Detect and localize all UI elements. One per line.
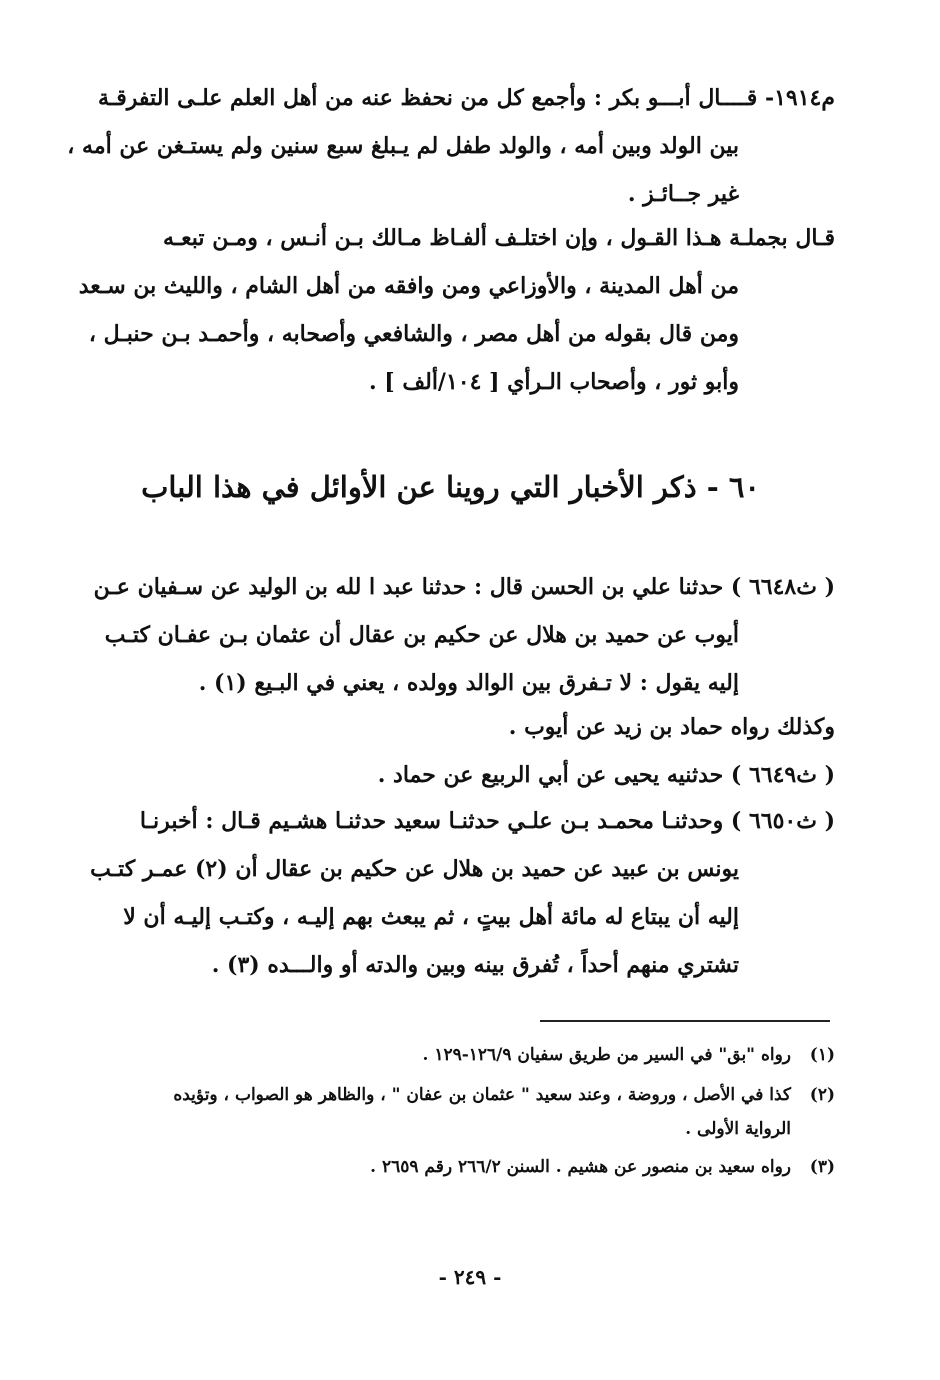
footnote-2-continuation <box>135 1112 835 1146</box>
text-line: تشتري منهم أحداً ، تُفرق بينه وبين والدته أو والـــده (٣) . <box>211 952 739 978</box>
hadith-6650 <box>90 797 835 989</box>
text-line: أيوب عن حميد بن هلال عن حكيم بن عقال أن عثمان بـن عفـان كتـب <box>104 622 739 648</box>
footnote-1 <box>135 1038 835 1072</box>
text-line: غير جــائـز . <box>627 181 739 207</box>
text-line: ( ث٦٦٤٨ ) حدثنا علي بن الحسن قال : حدثنا عبد ا لله بن الوليد عن سـفيان عـن <box>93 574 835 600</box>
text-line: إليه يقول : لا تـفرق بين الوالد وولده ، يعني في البـيع (١) . <box>198 670 739 696</box>
text-line: م١٩١٤- قــــال أبـــو بكر : وأجمع كل من نحفظ عنه من أهل العلم علـى التفرقـة <box>98 85 835 111</box>
text-line: إليه أن يبتاع له مائة أهل بيتٍ ، ثم يبعث بهم إليـه ، وكتـب إليـه أن لا <box>123 904 739 930</box>
footnote-text: كذا في الأصل ، وروضة ، وعند سعيد " عثمان بن عفان " ، والظاهر هو الصواب ، وتؤيده <box>173 1085 791 1105</box>
text-line: ( ث٦٦٤٩ ) حدثنيه يحيى عن أبي الربيع عن حماد . <box>377 762 835 788</box>
text-line: من أهل المدينة ، والأوزاعي ومن وافقه من أهل الشام ، والليث بن سـعد <box>78 273 739 299</box>
text-line: ( ث٦٦٥٠ ) وحدثنـا محمـد بـن علـي حدثنـا سعيد حدثنـا هشـيم قـال : أخبرنـا <box>139 808 835 834</box>
footnote-separator <box>540 1020 830 1022</box>
paragraph-followup <box>78 214 835 406</box>
footnote-number: (٢) <box>809 1085 835 1105</box>
hammad-line <box>135 703 835 751</box>
footnote-2 <box>135 1078 835 1112</box>
text-line: بين الولد وبين أمه ، والولد طفل لم يـبلغ سبع سنين ولم يستـغن عن أمه ، <box>67 133 739 159</box>
hadith-6648 <box>93 563 835 707</box>
footnote-text: رواه "بق" في السير من طريق سفيان ١٢٦/٩-١٢٩ . <box>422 1045 791 1065</box>
text-line: ومن قال بقوله من أهل مصر ، والشافعي وأصحابه ، وأحمـد بـن حنبـل ، <box>88 321 739 347</box>
footnote-text: رواه سعيد بن منصور عن هشيم . السنن ٢٦٦/٢ رقم ٢٦٥٩ . <box>370 1157 791 1177</box>
text-line: يونس بن عبيد عن حميد بن هلال عن حكيم بن عقال أن (٢) عمـر كتـب <box>90 856 739 882</box>
paragraph-1914 <box>67 74 835 218</box>
footnotes <box>135 1038 835 1184</box>
page-number: - ٢٤٩ - <box>438 1265 502 1289</box>
footnote-number: (١) <box>809 1045 835 1065</box>
footnote-3 <box>135 1150 835 1184</box>
section-heading: ٦٠ - ذكر الأخبار التي روينا عن الأوائل في هذا الباب <box>141 470 760 504</box>
footnote-number: (٣) <box>809 1157 835 1177</box>
text-line: وأبو ثور ، وأصحاب الـرأي [ ١٠٤/ألف ] . <box>368 369 739 395</box>
hadith-6649 <box>135 751 835 799</box>
text-line: وكذلك رواه حماد بن زيد عن أيوب . <box>508 714 835 740</box>
text-line: قـال بجملـة هـذا القـول ، وإن اختلـف ألفـاظ مـالك بـن أنـس ، ومـن تبعـه <box>162 225 835 251</box>
footnote-text: الرواية الأولى . <box>685 1119 791 1139</box>
